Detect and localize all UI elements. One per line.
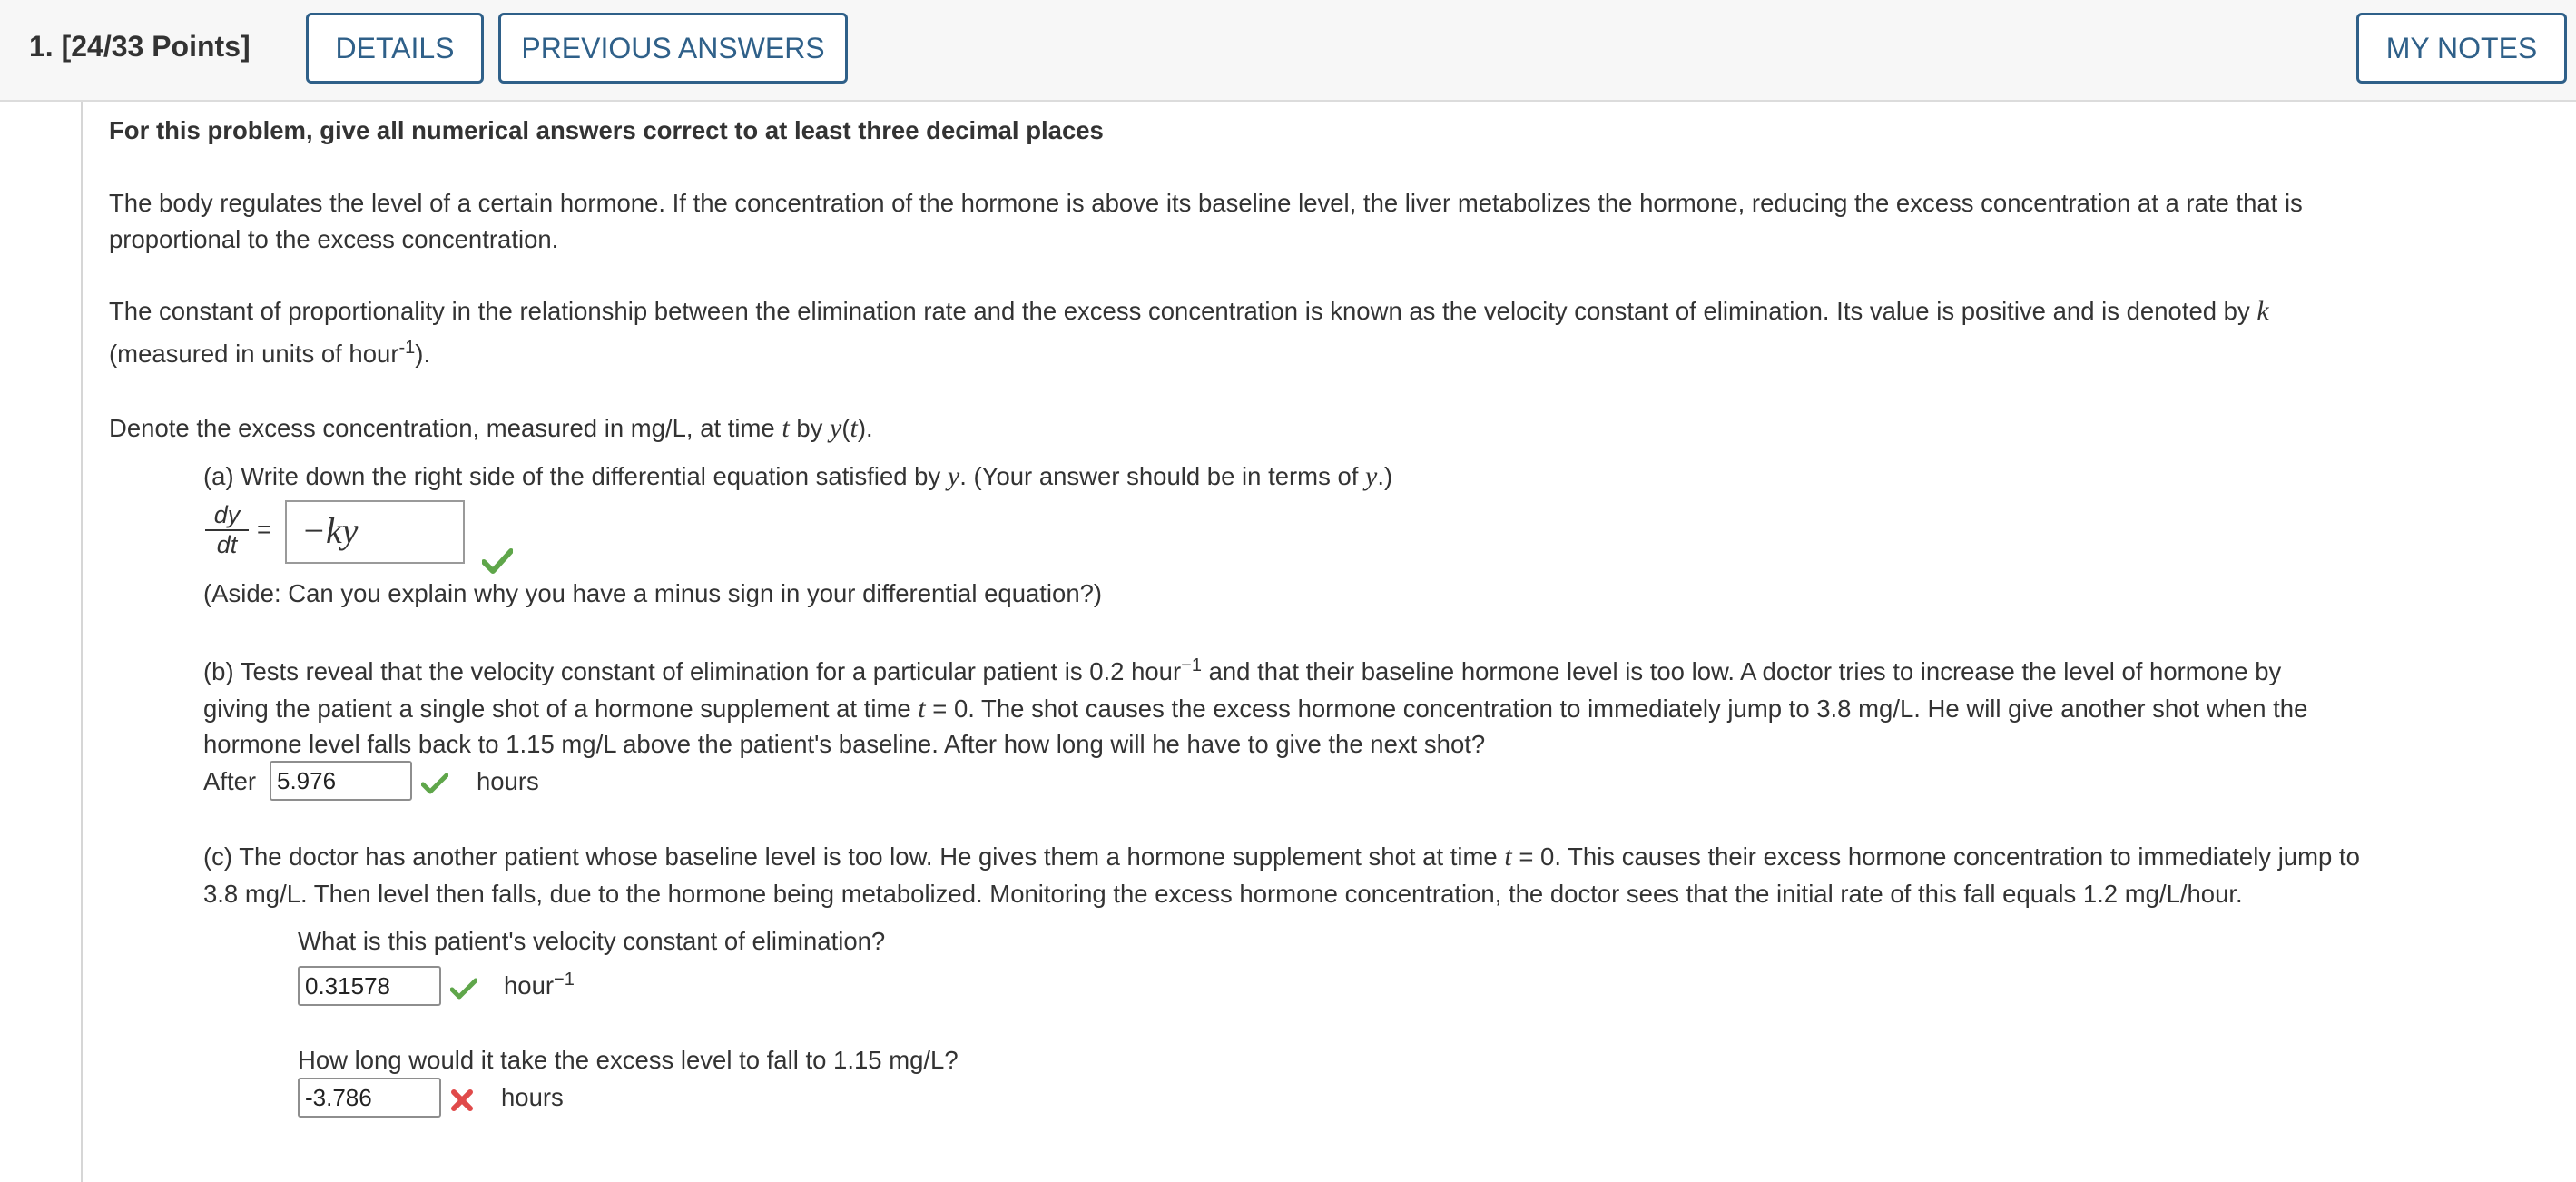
part-a-text-a: (a) Write down the right side of the differential equation satisfied by xyxy=(203,462,941,490)
derivative-fraction xyxy=(205,501,249,558)
part-b-line-3: hormone level falls back to 1.15 mg/L above the patient's baseline. After how long will he have to give the next shot? xyxy=(203,730,1486,758)
variable-y-2: y xyxy=(1365,461,1378,491)
variable-y-1: y xyxy=(947,461,960,491)
after-label: After xyxy=(203,767,257,795)
unit-hour-exponent: −1 xyxy=(554,969,575,990)
incorrect-x-icon xyxy=(450,1088,474,1112)
variable-y: y xyxy=(830,413,842,443)
variable-t-b: t xyxy=(918,694,926,724)
fraction-numerator: dy xyxy=(205,501,249,531)
paragraph-3-text-c: ). xyxy=(857,414,873,442)
unit-close: ). xyxy=(415,340,431,368)
unit-hour: hour xyxy=(504,971,555,1000)
part-b-unit: hours xyxy=(477,767,539,795)
part-c-q2-unit: hours xyxy=(501,1083,564,1111)
paragraph-2-text: The constant of proportionality in the relationship between the elimination rate and the excess concentration is known as the velocity constant of elimination. Its value is positive and is denoted by xyxy=(109,297,2250,325)
part-c-line-2: 3.8 mg/L. Then level then falls, due to the hormone being metabolized. Monitoring the excess hormone concentration, the doctor sees that the initial rate of this fall equals 1.2 mg/L/hour. xyxy=(203,880,2243,908)
question-points: 1. [24/33 Points] xyxy=(29,30,251,63)
my-notes-button[interactable]: MY NOTES xyxy=(2356,13,2567,84)
paragraph-3-text-a: Denote the excess concentration, measured in mg/L, at time xyxy=(109,414,775,442)
instruction-text: For this problem, give all numerical answers correct to at least three decimal places xyxy=(109,116,1104,144)
details-button[interactable]: DETAILS xyxy=(306,13,484,84)
part-c-q2-answer-input[interactable] xyxy=(298,1078,441,1118)
paragraph-1-line-2: proportional to the excess concentration. xyxy=(109,225,559,253)
part-b-text-2a: giving the patient a single shot of a hormone supplement at time xyxy=(203,694,911,723)
unit-exponent: -1 xyxy=(398,337,416,358)
part-a-answer-input[interactable]: −ky xyxy=(285,500,465,564)
unit-text: (measured in units of hour xyxy=(109,340,399,368)
part-a-aside: (Aside: Can you explain why you have a minus sign in your differential equation?) xyxy=(203,579,1103,607)
check-icon xyxy=(450,978,477,1000)
part-c-q1-answer-input[interactable] xyxy=(298,966,441,1006)
paragraph-3-text-b: by xyxy=(796,414,823,442)
part-c-text-1b: = 0. This causes their excess hormone concentration to immediately jump to xyxy=(1519,842,2360,871)
part-b-line-1 xyxy=(203,654,2281,690)
equals-sign: = xyxy=(257,516,271,543)
part-a-text-b: . (Your answer should be in terms of xyxy=(959,462,1359,490)
variable-t-arg: t xyxy=(850,413,858,443)
part-b-text-1a: (b) Tests reveal that the velocity constant of elimination for a particular patient is 0.2 hour xyxy=(203,657,1182,685)
part-b-exponent: −1 xyxy=(1181,655,1202,675)
fraction-denominator: dt xyxy=(216,531,238,558)
paragraph-2-line-1 xyxy=(109,293,2269,330)
paren-open: ( xyxy=(841,414,850,442)
part-c-line-1 xyxy=(203,839,2360,875)
part-b-line-2 xyxy=(203,691,2307,727)
question-header xyxy=(0,0,2576,102)
paragraph-3 xyxy=(109,410,873,447)
part-c-question-2: How long would it take the excess level to fall to 1.15 mg/L? xyxy=(298,1046,959,1074)
paragraph-2-line-2 xyxy=(109,336,430,372)
part-b-text-2b: = 0. The shot causes the excess hormone concentration to immediately jump to 3.8 mg/L. He will give another shot when the xyxy=(932,694,2308,723)
content-left-rule xyxy=(81,102,83,1182)
part-c-q1-unit xyxy=(504,968,575,1004)
variable-k: k xyxy=(2256,296,2269,326)
part-b-answer-input[interactable] xyxy=(270,761,412,801)
paragraph-1-line-1: The body regulates the level of a certain hormone. If the concentration of the hormone is above its baseline level, the liver metabolizes the hormone, reducing the excess concentration at a rate that is xyxy=(109,189,2303,217)
previous-answers-button[interactable]: PREVIOUS ANSWERS xyxy=(498,13,848,84)
variable-t: t xyxy=(782,413,790,443)
part-c-question-1: What is this patient's velocity constant of elimination? xyxy=(298,927,886,955)
part-c-text-1a: (c) The doctor has another patient whose baseline level is too low. He gives them a hormone supplement shot at time xyxy=(203,842,1498,871)
variable-t-c: t xyxy=(1504,842,1512,872)
part-a-text-c: .) xyxy=(1377,462,1393,490)
check-icon xyxy=(482,548,513,574)
check-icon xyxy=(421,773,448,794)
part-a-prompt xyxy=(203,458,1392,495)
part-b-text-1b: and that their baseline hormone level is too low. A doctor tries to increase the level of hormone by xyxy=(1208,657,2282,685)
